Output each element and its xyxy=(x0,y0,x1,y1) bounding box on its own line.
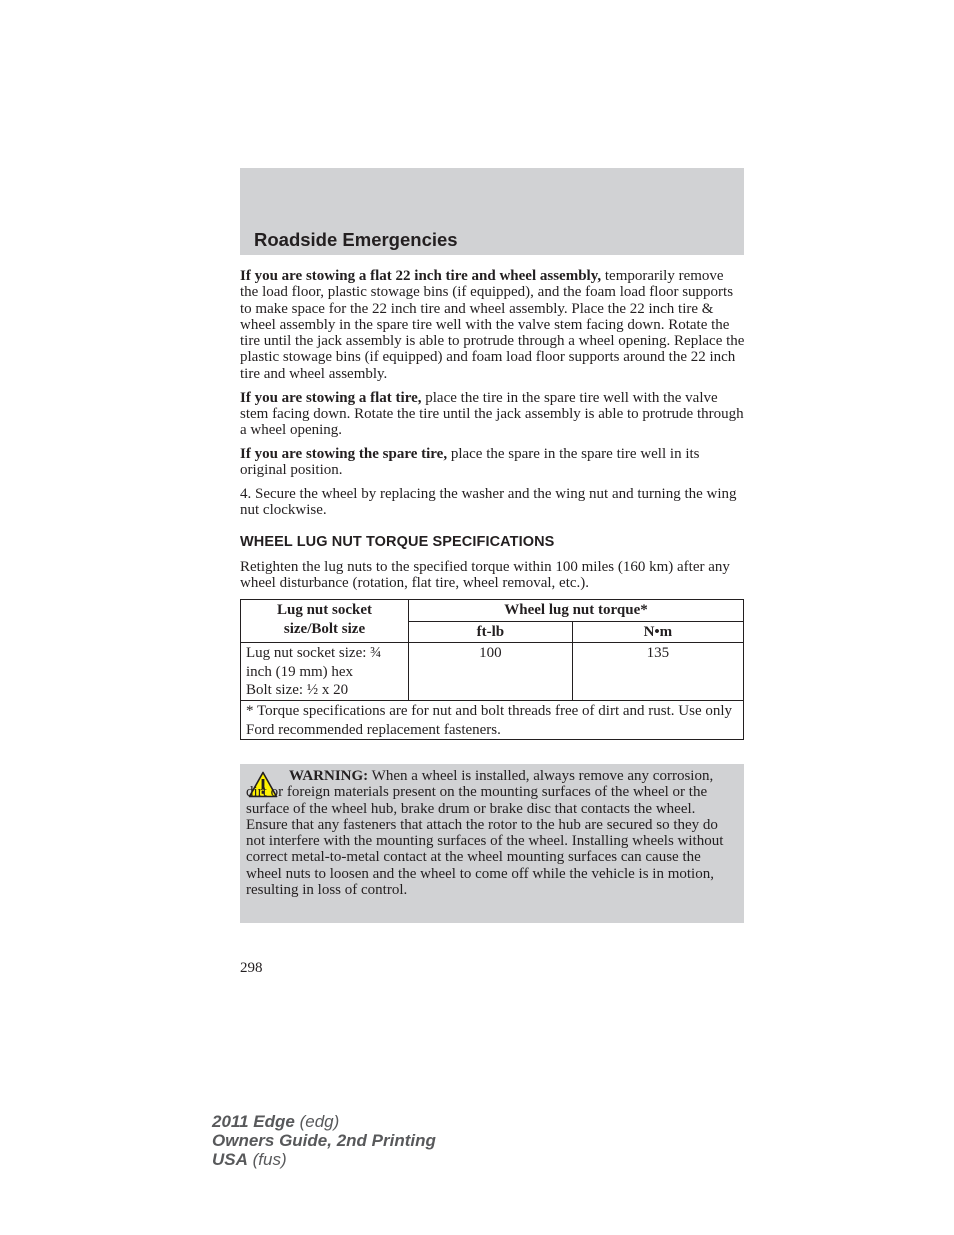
section-header-band xyxy=(240,168,744,255)
paragraph-body: temporarily remove the load floor, plastic stowage bins (if equipped), and the foam load floor supports to make space for the 22 inch tire and wheel assembly. Place the 22 inch tire & wheel assembly in the spare tire well with the valve stem facing down. Rotate the tire until the jack assembly is able to protrude through a wheel opening. Replace the plastic stowage bins (if equipped) and foam load floor supports around the 22 inch tire and wheel assembly. xyxy=(240,268,745,382)
bolt-size-line: Bolt size: ½ x 20 xyxy=(246,682,349,699)
socket-size-header-line1: Lug nut socket xyxy=(276,602,373,619)
warning-text xyxy=(246,768,736,898)
section-heading: WHEEL LUG NUT TORQUE SPECIFICATIONS xyxy=(240,533,555,550)
paragraph-spare-tire xyxy=(240,446,745,479)
table-header-row xyxy=(241,600,744,622)
footer-line-1 xyxy=(212,1112,436,1131)
torque-nm-cell: 135 xyxy=(572,643,743,701)
table-footnote-row xyxy=(241,701,744,740)
warning-label: WARNING: xyxy=(289,768,369,784)
section-intro: Retighten the lug nuts to the specified torque within 100 miles (160 km) after any wheel disturbance (rotation, flat tire, wheel removal, etc.). xyxy=(240,558,730,592)
torque-ftlb-cell: 100 xyxy=(409,643,573,701)
paragraph-22-inch-tire xyxy=(240,268,745,382)
paragraph-lead: If you are stowing the spare tire, xyxy=(240,445,448,462)
unit-ftlb-header: ft-lb xyxy=(409,621,573,643)
footer-line-2 xyxy=(212,1131,436,1150)
footer-market: USA xyxy=(212,1150,248,1169)
paragraph-body: place the tire in the spare tire well with the valve stem facing down. Rotate the tire until the jack assembly is able to protrude through a wheel opening. xyxy=(240,389,744,439)
socket-size-line1: Lug nut socket size: ¾ xyxy=(246,645,382,662)
socket-size-header xyxy=(241,600,409,643)
paragraph-body: place the spare in the spare tire well in its original position. xyxy=(240,445,700,479)
paragraph-step-4 xyxy=(240,486,745,519)
page-number: 298 xyxy=(240,960,263,976)
paragraph-lead: If you are stowing a flat 22 inch tire and wheel assembly, xyxy=(240,268,602,284)
socket-size-cell xyxy=(241,643,409,701)
torque-group-header: Wheel lug nut torque* xyxy=(409,600,744,622)
paragraph-flat-tire xyxy=(240,390,745,439)
socket-size-header-line2: size/Bolt size xyxy=(283,620,366,637)
footer-market-code: (fus) xyxy=(252,1150,287,1169)
paragraph-lead: If you are stowing a flat tire, xyxy=(240,389,422,406)
table-row xyxy=(241,643,744,701)
footer-model: 2011 Edge xyxy=(212,1112,295,1131)
torque-spec-table xyxy=(240,599,744,740)
footer-guide: Owners Guide, 2nd Printing xyxy=(212,1131,436,1150)
warning-body: When a wheel is installed, always remove any corrosion, dirt or foreign materials present on the mounting surfaces of the wheel or the surface of the wheel hub, brake drum or brake disc that contacts the wheel. Ensure that any fasteners that attach the rotor to the hub are secured so they do not interfere with the mounting surfaces of the wheel. Installing wheels without correct metal-to-metal contact at the wheel mounting surfaces can cause the wheel nuts to loosen and the wheel to come off while the vehicle is in motion, resulting in loss of control. xyxy=(246,768,724,899)
section-title: Roadside Emergencies xyxy=(254,229,458,250)
socket-size-line2: inch (19 mm) hex xyxy=(246,663,354,680)
unit-nm-header: N•m xyxy=(572,621,743,643)
table-footnote: * Torque specifications are for nut and bolt threads free of dirt and rust. Use only Ford recommended replacement fasteners. xyxy=(241,701,744,740)
paragraph-body: 4. Secure the wheel by replacing the washer and the wing nut and turning the wing nut clockwise. xyxy=(240,486,737,519)
footer-line-3 xyxy=(212,1150,436,1169)
footer-model-code: (edg) xyxy=(299,1112,340,1131)
main-content xyxy=(240,268,745,740)
warning-box xyxy=(240,764,744,923)
document-footer xyxy=(212,1112,436,1169)
